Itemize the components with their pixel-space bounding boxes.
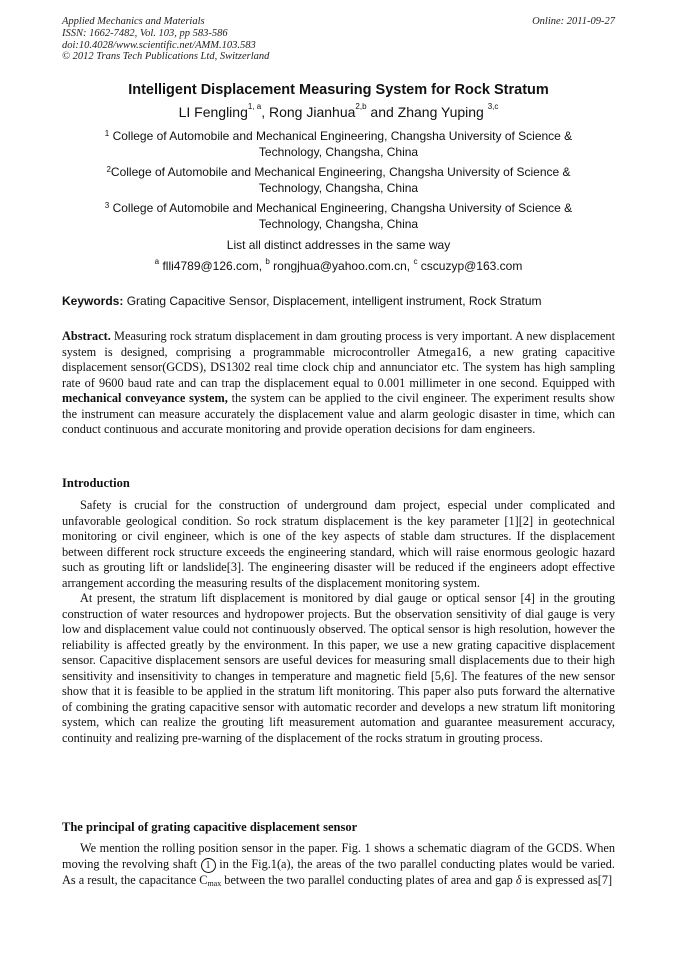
online-date: Online: 2011-09-27	[532, 16, 615, 27]
abstract-text: Measuring rock stratum displacement in dam grouting process is very important. A new displacement system is designed, comprising a programmable microcontroller Atmega16, a new grating capacitive displacement sensor(GCDS), DS1302 real time clock chip and annunciator etc. The system has high sampling rate of 9600 baud rate and can trap the displacement equal to 0.001 millimeter in one second. Equipped with	[62, 329, 615, 390]
email-link[interactable]: flli4789@126.com,	[159, 259, 266, 273]
abstract-bold-phrase: mechanical conveyance system,	[62, 391, 228, 405]
abstract	[62, 329, 615, 438]
affiliation-mark: 3	[104, 201, 110, 210]
affiliation	[62, 164, 615, 196]
doi[interactable]: doi:10.4028/www.scientific.net/AMM.103.583	[62, 39, 256, 51]
paper-title: Intelligent Displacement Measuring System for Rock Stratum	[128, 82, 549, 98]
author-affiliation-mark: 3,c	[487, 102, 499, 111]
keywords-text: Grating Capacitive Sensor, Displacement, intelligent instrument, Rock Stratum	[123, 294, 542, 308]
circled-number-marker: 1	[201, 858, 216, 873]
delta-symbol: δ	[515, 872, 522, 887]
paragraph: Safety is crucial for the construction of underground dam project, especial under complicated and unfavorable geological condition. So rock stratum displacement is the key parameter [1][2] in geotechnical monitoring or civil engineer, which is one of the key aspects of stable dam structures. If the displacement between different rock structure exceeds the engineering standard, which will raise enormous geologic hazard such as grouting lift or landslide[3]. The engineering disaster will be reduced if the engineers adopt effective arrangement according the measuring results of the displacement monitoring system.	[62, 498, 615, 590]
affiliation-mark: 1	[104, 129, 110, 138]
email-link[interactable]: cscuzyp@163.com	[417, 259, 523, 273]
abstract-label: Abstract.	[62, 329, 111, 343]
section-heading-principal: The principal of grating capacitive displacement sensor	[62, 820, 358, 834]
text-run: in the Fig.1(a), the areas of the two parallel conducting plates would be varied. As a result, the capacitance C	[62, 856, 615, 887]
affiliation-line: Technology, Changsha, China	[258, 217, 419, 231]
email-mark: a	[154, 257, 160, 266]
author-affiliation-mark: 1, a	[247, 102, 262, 111]
issn: ISSN: 1662-7482, Vol. 103, pp 583-586	[62, 27, 228, 39]
section-heading-introduction: Introduction	[62, 476, 130, 490]
email-mark: c	[413, 257, 418, 266]
paragraph	[62, 841, 615, 889]
affiliation-line: Technology, Changsha, China	[258, 145, 419, 159]
introduction-body	[62, 498, 615, 746]
author-affiliation-mark: 2,b	[355, 102, 367, 111]
author-list	[62, 104, 615, 120]
journal-header	[62, 16, 615, 63]
affiliation-line: College of Automobile and Mechanical Engineering, Changsha University of Science &	[109, 201, 573, 215]
affiliation-line: College of Automobile and Mechanical Engineering, Changsha University of Science &	[109, 129, 573, 143]
keywords	[62, 294, 615, 308]
subscript: max	[207, 878, 222, 888]
affiliation-mark: 2	[106, 165, 111, 174]
affiliation-line: Technology, Changsha, China	[258, 181, 419, 195]
abstract-text: the system can be applied to the civil engineer. The experiment results show the instrument can measure accurately the displacement value and alarm geologic disaster in time, which can conduct continuous and accurate monitoring and provide operation decisions for dam engineers.	[62, 391, 615, 436]
author-name: Rong Jianhua	[269, 104, 356, 120]
affiliation	[62, 200, 615, 232]
keywords-label: Keywords:	[62, 294, 124, 308]
author-name: Zhang Yuping	[397, 104, 488, 120]
author-name: LI Fengling	[178, 104, 248, 120]
text-run: between the two parallel conducting plates of area and gap	[221, 872, 516, 887]
author-separator: ,	[261, 104, 269, 120]
principal-body	[62, 841, 615, 889]
copyright: © 2012 Trans Tech Publications Ltd, Switzerland	[62, 51, 270, 63]
text-run: is expressed as[7]	[521, 872, 613, 887]
paragraph: At present, the stratum lift displacement is monitored by dial gauge or optical sensor [4] in the grouting construction of water resources and hydropower projects. But the observation sensitivity of dial gauge is very low and displacement value could not continuously observed. The optical sensor is high resolution, however the reliability is affected greatly by the environment. In this paper, we use a new grating capacitive displacement sensor. Capacitive displacement sensors are useful devices for measuring small displacements due to their high sensitivity and insensitivity to changes in temperature and magnetic field [5,6]. The features of the new sensor show that it is feasible to be applied in the stratum lift monitoring. This paper also puts forward the alternative of combining the grating capacitive sensor with automatic recorder and develops a new stratum lift monitoring system, which can realize the grouting lift measurement automation and guarantee measurement accuracy, continuity and realizing pre-warning of the displacement of the rocks stratum in grouting process.	[62, 591, 615, 745]
affiliation	[62, 128, 615, 160]
email-link[interactable]: rongjhua@yahoo.com.cn,	[269, 259, 414, 273]
email-mark: b	[265, 257, 270, 266]
journal-name: Applied Mechanics and Materials	[62, 16, 205, 27]
text-run: We mention the rolling position sensor in the paper. Fig. 1 shows a schematic diagram of the GCDS. When moving the revolving shaft	[62, 841, 615, 871]
affiliation-line: College of Automobile and Mechanical Engineering, Changsha University of Science &	[110, 165, 571, 179]
email-list	[62, 259, 615, 273]
author-separator: and	[366, 104, 398, 120]
address-note: List all distinct addresses in the same way	[226, 238, 451, 252]
